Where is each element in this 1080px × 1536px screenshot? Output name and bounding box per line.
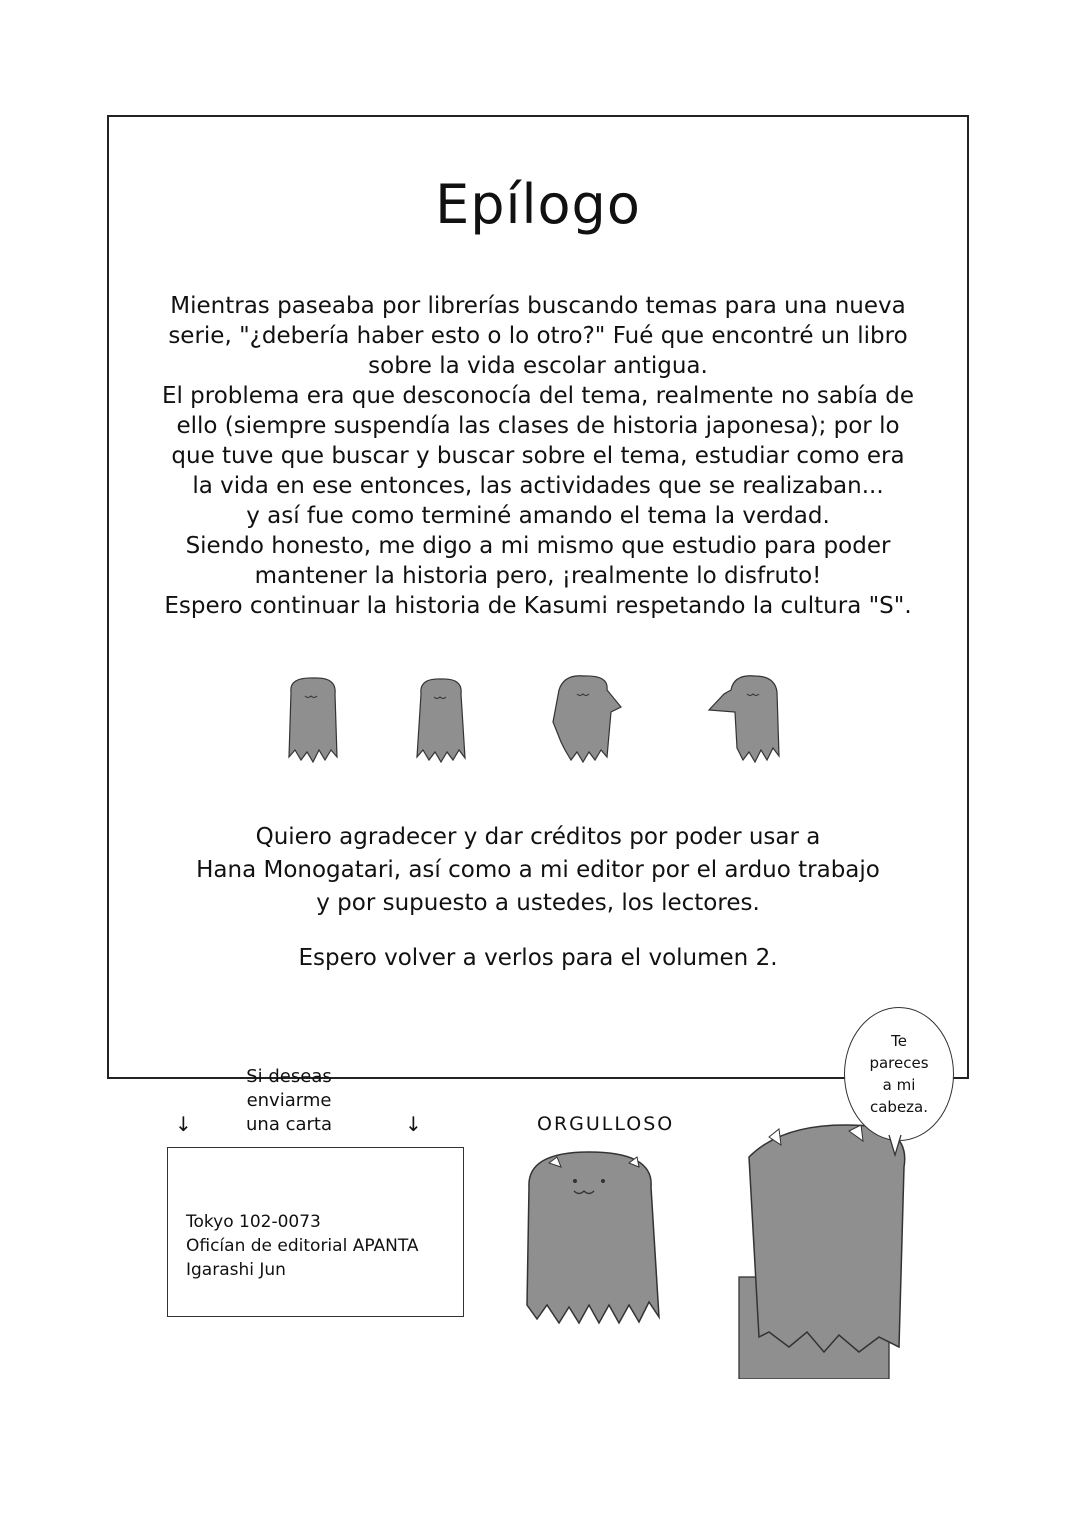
address-line: Igarashi Jun	[186, 1260, 286, 1280]
proud-caption: ORGULLOSO	[537, 1113, 675, 1135]
closing-line: Espero volver a verlos para el volumen 2.	[298, 945, 778, 971]
proud-mascot-drawing	[519, 1147, 669, 1327]
acknowledgements	[129, 821, 947, 920]
bubble-line: Te	[891, 1032, 907, 1050]
body-line: que tuve que buscar y buscar sobre el tema, estudiar como era	[171, 443, 905, 469]
thanks-line: y por supuesto a ustedes, los lectores.	[316, 890, 760, 916]
bubble-line: a mi	[882, 1076, 916, 1094]
mascot-row	[269, 672, 809, 772]
mascot-figure-4	[709, 676, 779, 762]
mail-note-line: una carta	[246, 1114, 332, 1135]
bubble-line: pareces	[869, 1054, 929, 1072]
mascot-figure-2	[417, 679, 465, 762]
mail-note-line: Si deseas enviarme	[246, 1066, 332, 1111]
body-line: la vida en ese entonces, las actividades que se realizaban...	[192, 473, 884, 499]
body-line: Mientras paseaba por librerías buscando temas para una nueva	[170, 293, 906, 319]
body-line: ello (siempre suspendía las clases de historia japonesa); por lo	[176, 413, 900, 439]
mascot-figure-1	[289, 678, 337, 762]
mailing-address-box	[167, 1147, 464, 1317]
body-line: mantener la historia pero, ¡realmente lo disfruto!	[254, 563, 822, 589]
body-line: Siendo honesto, me digo a mi mismo que estudio para poder	[185, 533, 891, 559]
epilogue-page	[107, 115, 969, 1280]
down-arrow-icon: ↓	[405, 1112, 422, 1136]
mail-note	[209, 1065, 369, 1137]
bubble-line: cabeza.	[869, 1098, 929, 1116]
thanks-line: Quiero agradecer y dar créditos por poder usar a	[255, 824, 821, 850]
page-title: Epílogo	[435, 173, 641, 236]
body-line: serie, "¿debería haber esto o lo otro?" Fué que encontré un libro	[168, 323, 908, 349]
address-line: Tokyo 102-0073	[186, 1212, 321, 1232]
address-line: Oficían de editorial APANTA	[186, 1236, 419, 1256]
body-line: El problema era que desconocía del tema, realmente no sabía de	[161, 383, 915, 409]
thanks-line: Hana Monogatari, así como a mi editor por el arduo trabajo	[196, 857, 880, 883]
mascot-figure-3	[553, 676, 621, 762]
body-line: y así fue como terminé amando el tema la verdad.	[246, 503, 830, 529]
down-arrow-icon: ↓	[175, 1112, 192, 1136]
epilogue-body	[129, 291, 947, 621]
body-line: Espero continuar la historia de Kasumi respetando la cultura "S".	[164, 593, 912, 619]
speech-bubble-tail	[887, 1135, 903, 1157]
speech-bubble	[844, 1007, 954, 1141]
body-line: sobre la vida escolar antigua.	[368, 353, 708, 379]
